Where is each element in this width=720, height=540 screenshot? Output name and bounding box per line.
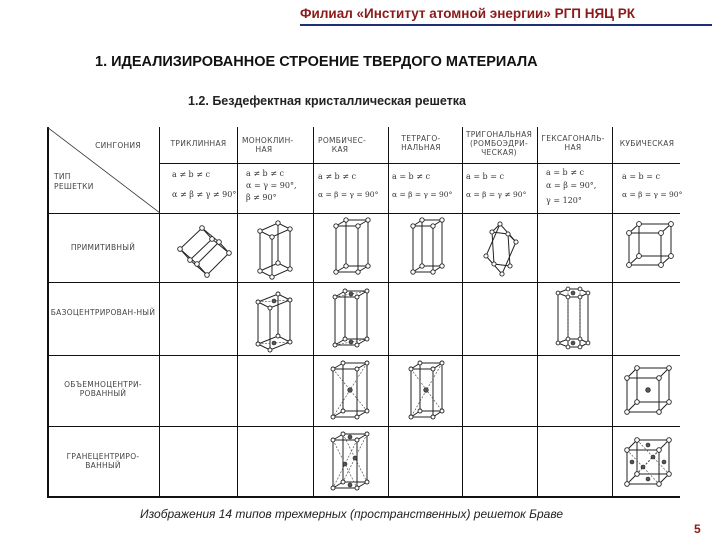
system-header-tetragonal: ТЕТРАГО-НАЛЬНАЯ	[401, 134, 441, 152]
lattice-cubic-primitive	[626, 220, 676, 270]
corner-label-type-line1: ТИП	[54, 172, 71, 181]
params-cubic-1: a = b = c	[622, 172, 660, 181]
lattice-monoclinic-base-centered	[254, 286, 296, 352]
system-header-monoclinic: МОНОКЛИН-НАЯ	[242, 136, 294, 154]
params-trigonal-1: a = b = c	[466, 172, 504, 181]
lattice-tetragonal-body-centered	[408, 359, 446, 423]
slide-subtitle: 1.2. Бездефектная кристаллическая решетка	[188, 94, 466, 108]
params-hexagonal-2: α = β = 90°,	[546, 181, 597, 190]
system-header-trigonal: ТРИГОНАЛЬНАЯ (РОМБОЭДРИ-ЧЕСКАЯ)	[465, 130, 533, 157]
params-monoclinic-2: α = γ = 90°,	[246, 181, 297, 190]
lattice-orthorhombic-face-centered	[330, 430, 372, 494]
page-number: 5	[694, 522, 701, 536]
params-triclinic-2: α ≠ β ≠ γ ≠ 90°	[172, 190, 237, 199]
params-orthorhombic-2: α = β = γ = 90°	[318, 190, 379, 199]
params-trigonal-2: α = β = γ ≠ 90°	[466, 190, 527, 199]
lattice-orthorhombic-primitive	[333, 216, 373, 278]
row-label-primitive: ПРИМИТИВНЫЙ	[70, 243, 136, 252]
system-header-triclinic: ТРИКЛИННАЯ	[170, 139, 227, 148]
system-header-cubic: КУБИЧЕСКАЯ	[619, 139, 675, 148]
system-header-orthorhombic: РОМБИЧЕС-КАЯ	[318, 136, 367, 154]
params-tetragonal-2: α = β = γ = 90°	[392, 190, 453, 199]
row-label-face-centered: ГРАНЕЦЕНТРИРО-ВАННЫЙ	[66, 452, 140, 470]
corner-label-type-line2: РЕШЕТКИ	[54, 182, 94, 191]
params-tetragonal-1: a = b ≠ c	[392, 172, 430, 181]
figure-caption: Изображения 14 типов трехмерных (пространственных) решеток Браве	[140, 507, 564, 521]
params-hexagonal-3: γ = 120°	[546, 196, 582, 205]
lattice-monoclinic-primitive	[256, 215, 296, 279]
params-triclinic-1: a ≠ b ≠ c	[172, 170, 210, 179]
row-label-body-centered: ОБЪЕМНОЦЕНТРИ-РОВАННЫЙ	[64, 380, 142, 398]
system-header-hexagonal: ГЕКСАГОНАЛЬ-НАЯ	[541, 134, 605, 152]
row-label-base-centered: БАЗОЦЕНТРИРОВАН-НЫЙ	[50, 308, 156, 317]
lattice-trigonal-primitive	[480, 220, 522, 278]
params-monoclinic-3: β ≠ 90°	[246, 193, 277, 202]
slide-title: 1. ИДЕАЛИЗИРОВАННОЕ СТРОЕНИЕ ТВЕРДОГО МАТЕРИАЛА	[95, 54, 538, 70]
params-hexagonal-1: a = b ≠ c	[546, 168, 584, 177]
lattice-triclinic-primitive	[172, 216, 232, 278]
params-orthorhombic-1: a ≠ b ≠ c	[318, 172, 356, 181]
params-monoclinic-1: a ≠ b ≠ c	[246, 169, 284, 178]
lattice-tetragonal-primitive	[410, 216, 446, 278]
corner-label-system: СИНГОНИЯ	[95, 141, 141, 150]
lattice-orthorhombic-base-centered	[332, 287, 372, 351]
header-organization: Филиал «Институт атомной энергии» РГП НЯЦ РК	[300, 6, 636, 21]
lattice-cubic-face-centered	[624, 436, 674, 490]
lattice-orthorhombic-body-centered	[330, 359, 372, 423]
params-cubic-2: α = β = γ = 90°	[622, 190, 683, 199]
lattice-cubic-body-centered	[624, 364, 674, 418]
lattice-hexagonal	[550, 285, 594, 353]
